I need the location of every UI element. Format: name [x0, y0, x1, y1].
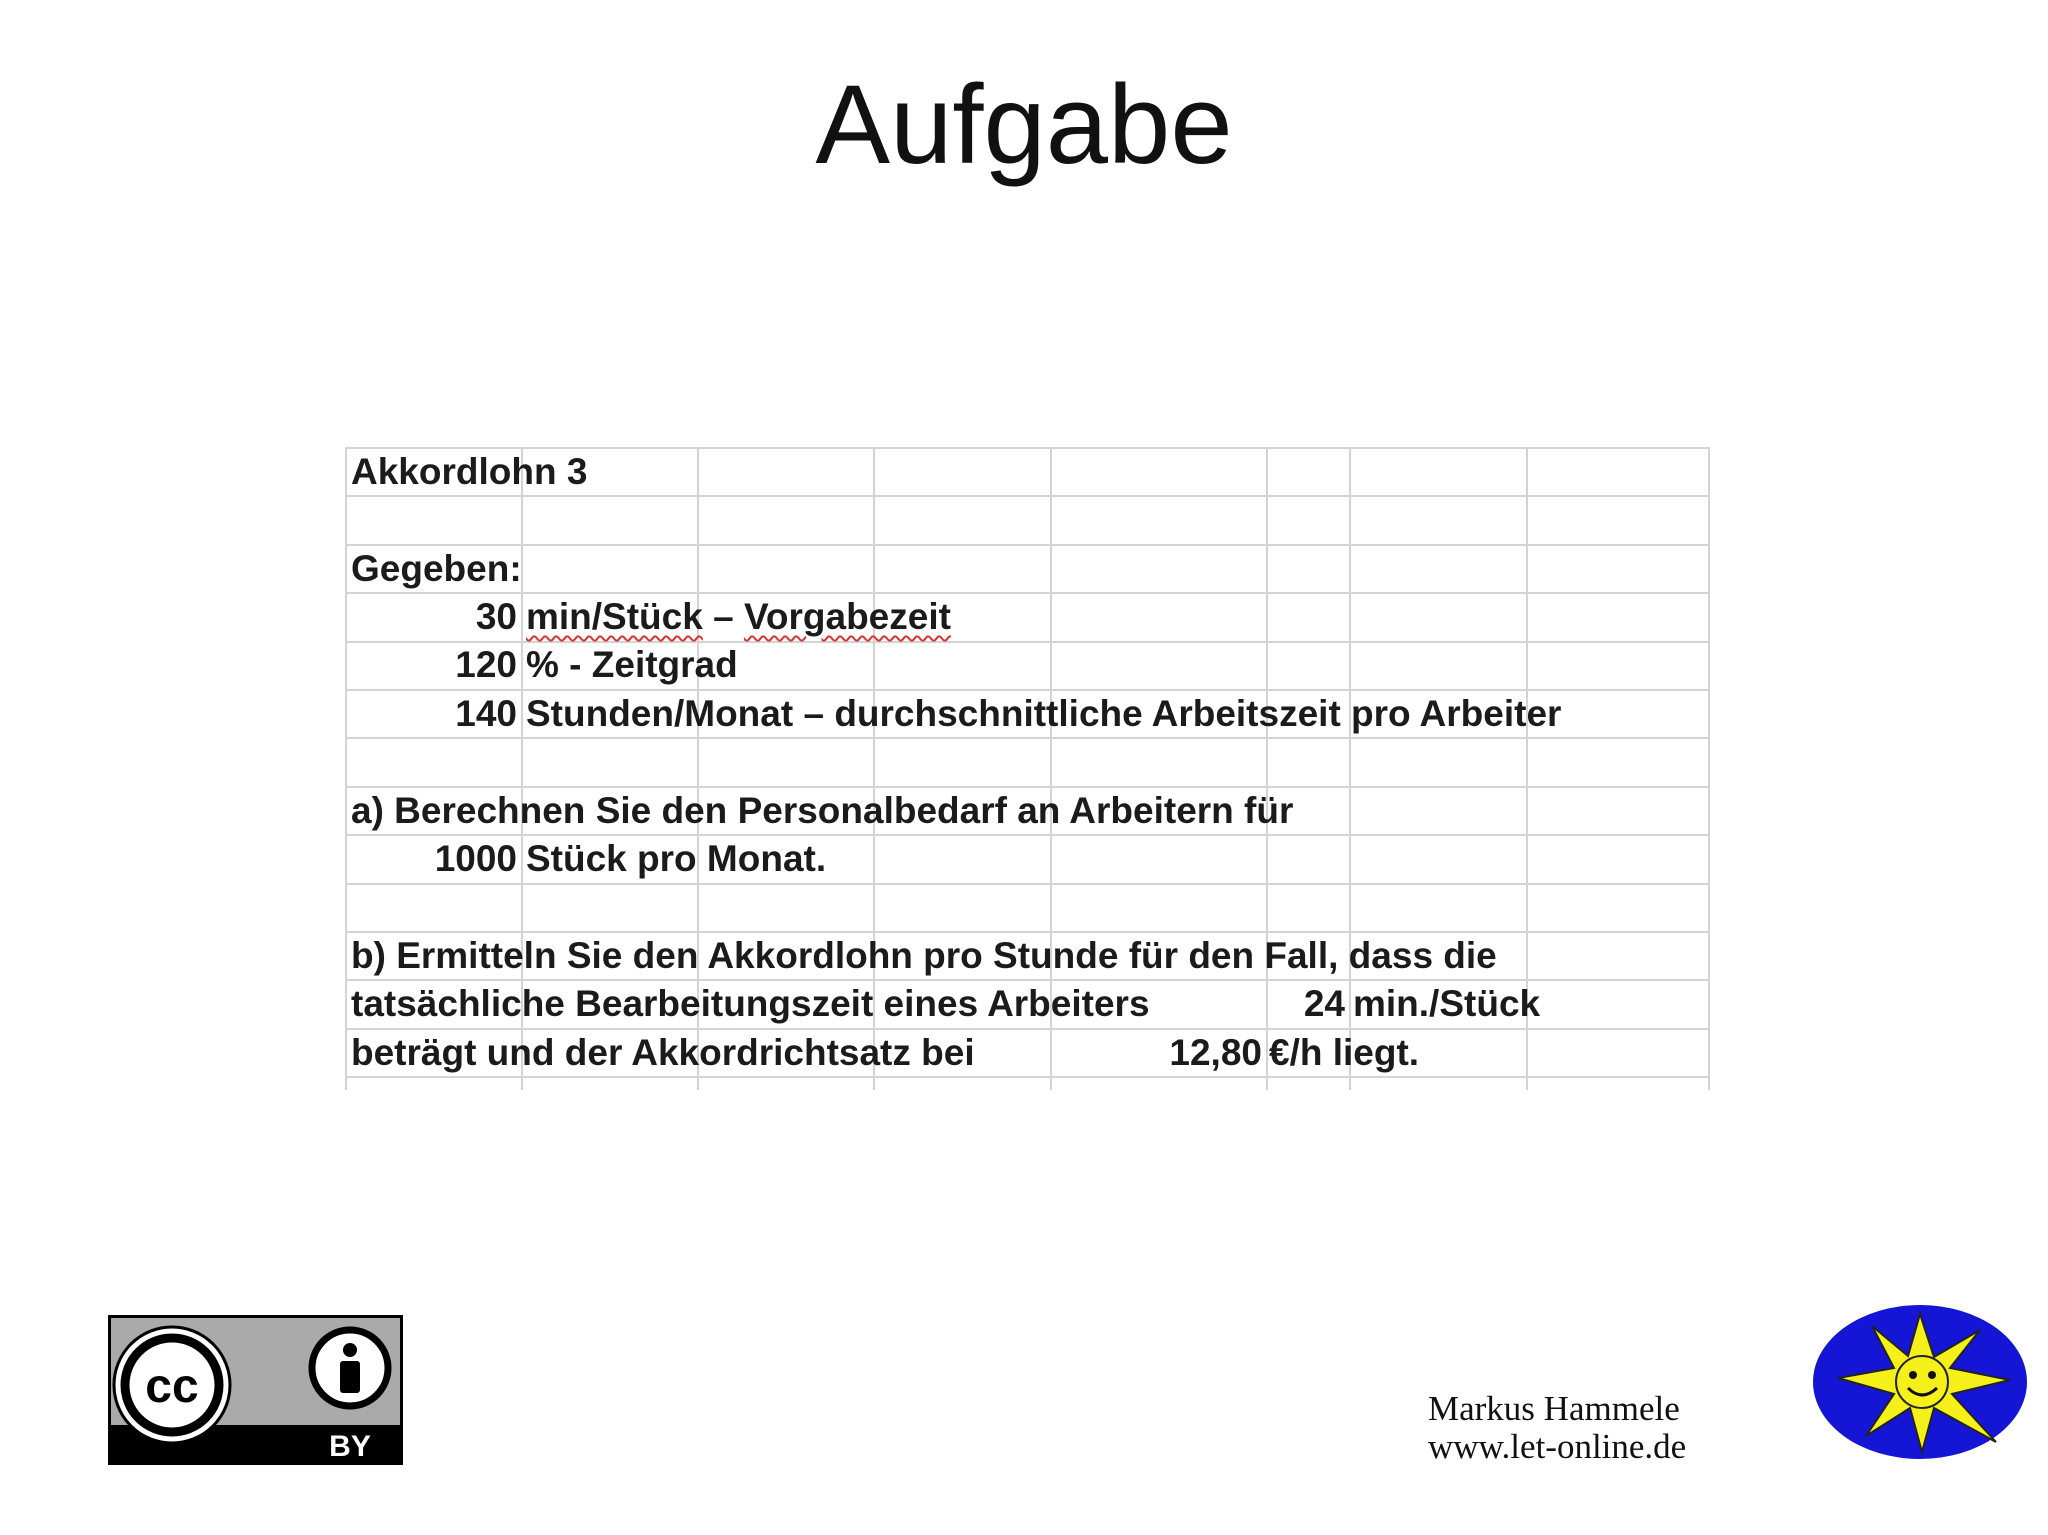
task-b-minutes-unit: min./Stück: [1353, 983, 1541, 1024]
task-b-line1: b) Ermitteln Sie den Akkordlohn pro Stunde für den Fall, dass die: [351, 935, 1497, 976]
spreadsheet-screenshot: [345, 447, 1710, 1090]
cc-by-icon: [108, 1315, 403, 1465]
given-value-zeitgrad: 120: [455, 644, 517, 685]
given-text-zeitgrad: % - Zeitgrad: [526, 644, 738, 685]
task-b-rate-unit: €/h liegt.: [1269, 1032, 1420, 1073]
task-b-rate-value: 12,80: [1169, 1032, 1262, 1073]
given-value-hours: 140: [455, 693, 517, 734]
author-block: [1428, 1390, 1686, 1466]
task-b-minutes-value: 24: [1303, 983, 1345, 1024]
author-name: Markus Hammele: [1428, 1389, 1680, 1428]
author-website: www.let-online.de: [1428, 1427, 1687, 1466]
grid-line: [345, 544, 1710, 546]
slide-title: Aufgabe: [815, 62, 1233, 187]
grid-line: [345, 883, 1710, 885]
sheet-heading: Akkordlohn 3: [351, 451, 588, 492]
given-text-time-dash: –: [702, 596, 744, 637]
sun-face-logo: [1810, 1302, 2030, 1462]
given-text-hours: Stunden/Monat – durchschnittliche Arbeitszeit pro Arbeiter: [526, 693, 1562, 734]
task-b-line3: beträgt und der Akkordrichtsatz bei: [351, 1032, 975, 1073]
given-text-time-unit: min/Stück: [526, 596, 703, 637]
task-a-line1: a) Berechnen Sie den Personalbedarf an Arbeitern für: [351, 790, 1294, 831]
by-text: BY: [329, 1430, 371, 1463]
given-text-time-label: Vorgabezeit: [743, 596, 951, 637]
given-text-time: [526, 593, 951, 641]
given-label: Gegeben:: [351, 548, 522, 589]
task-a-value: 1000: [434, 838, 517, 879]
cc-text: cc: [145, 1360, 199, 1413]
task-a-unit: Stück pro Monat.: [526, 838, 827, 879]
task-b-line2: tatsächliche Bearbeitungszeit eines Arbeiters: [351, 983, 1150, 1024]
given-value-time: 30: [475, 596, 517, 637]
